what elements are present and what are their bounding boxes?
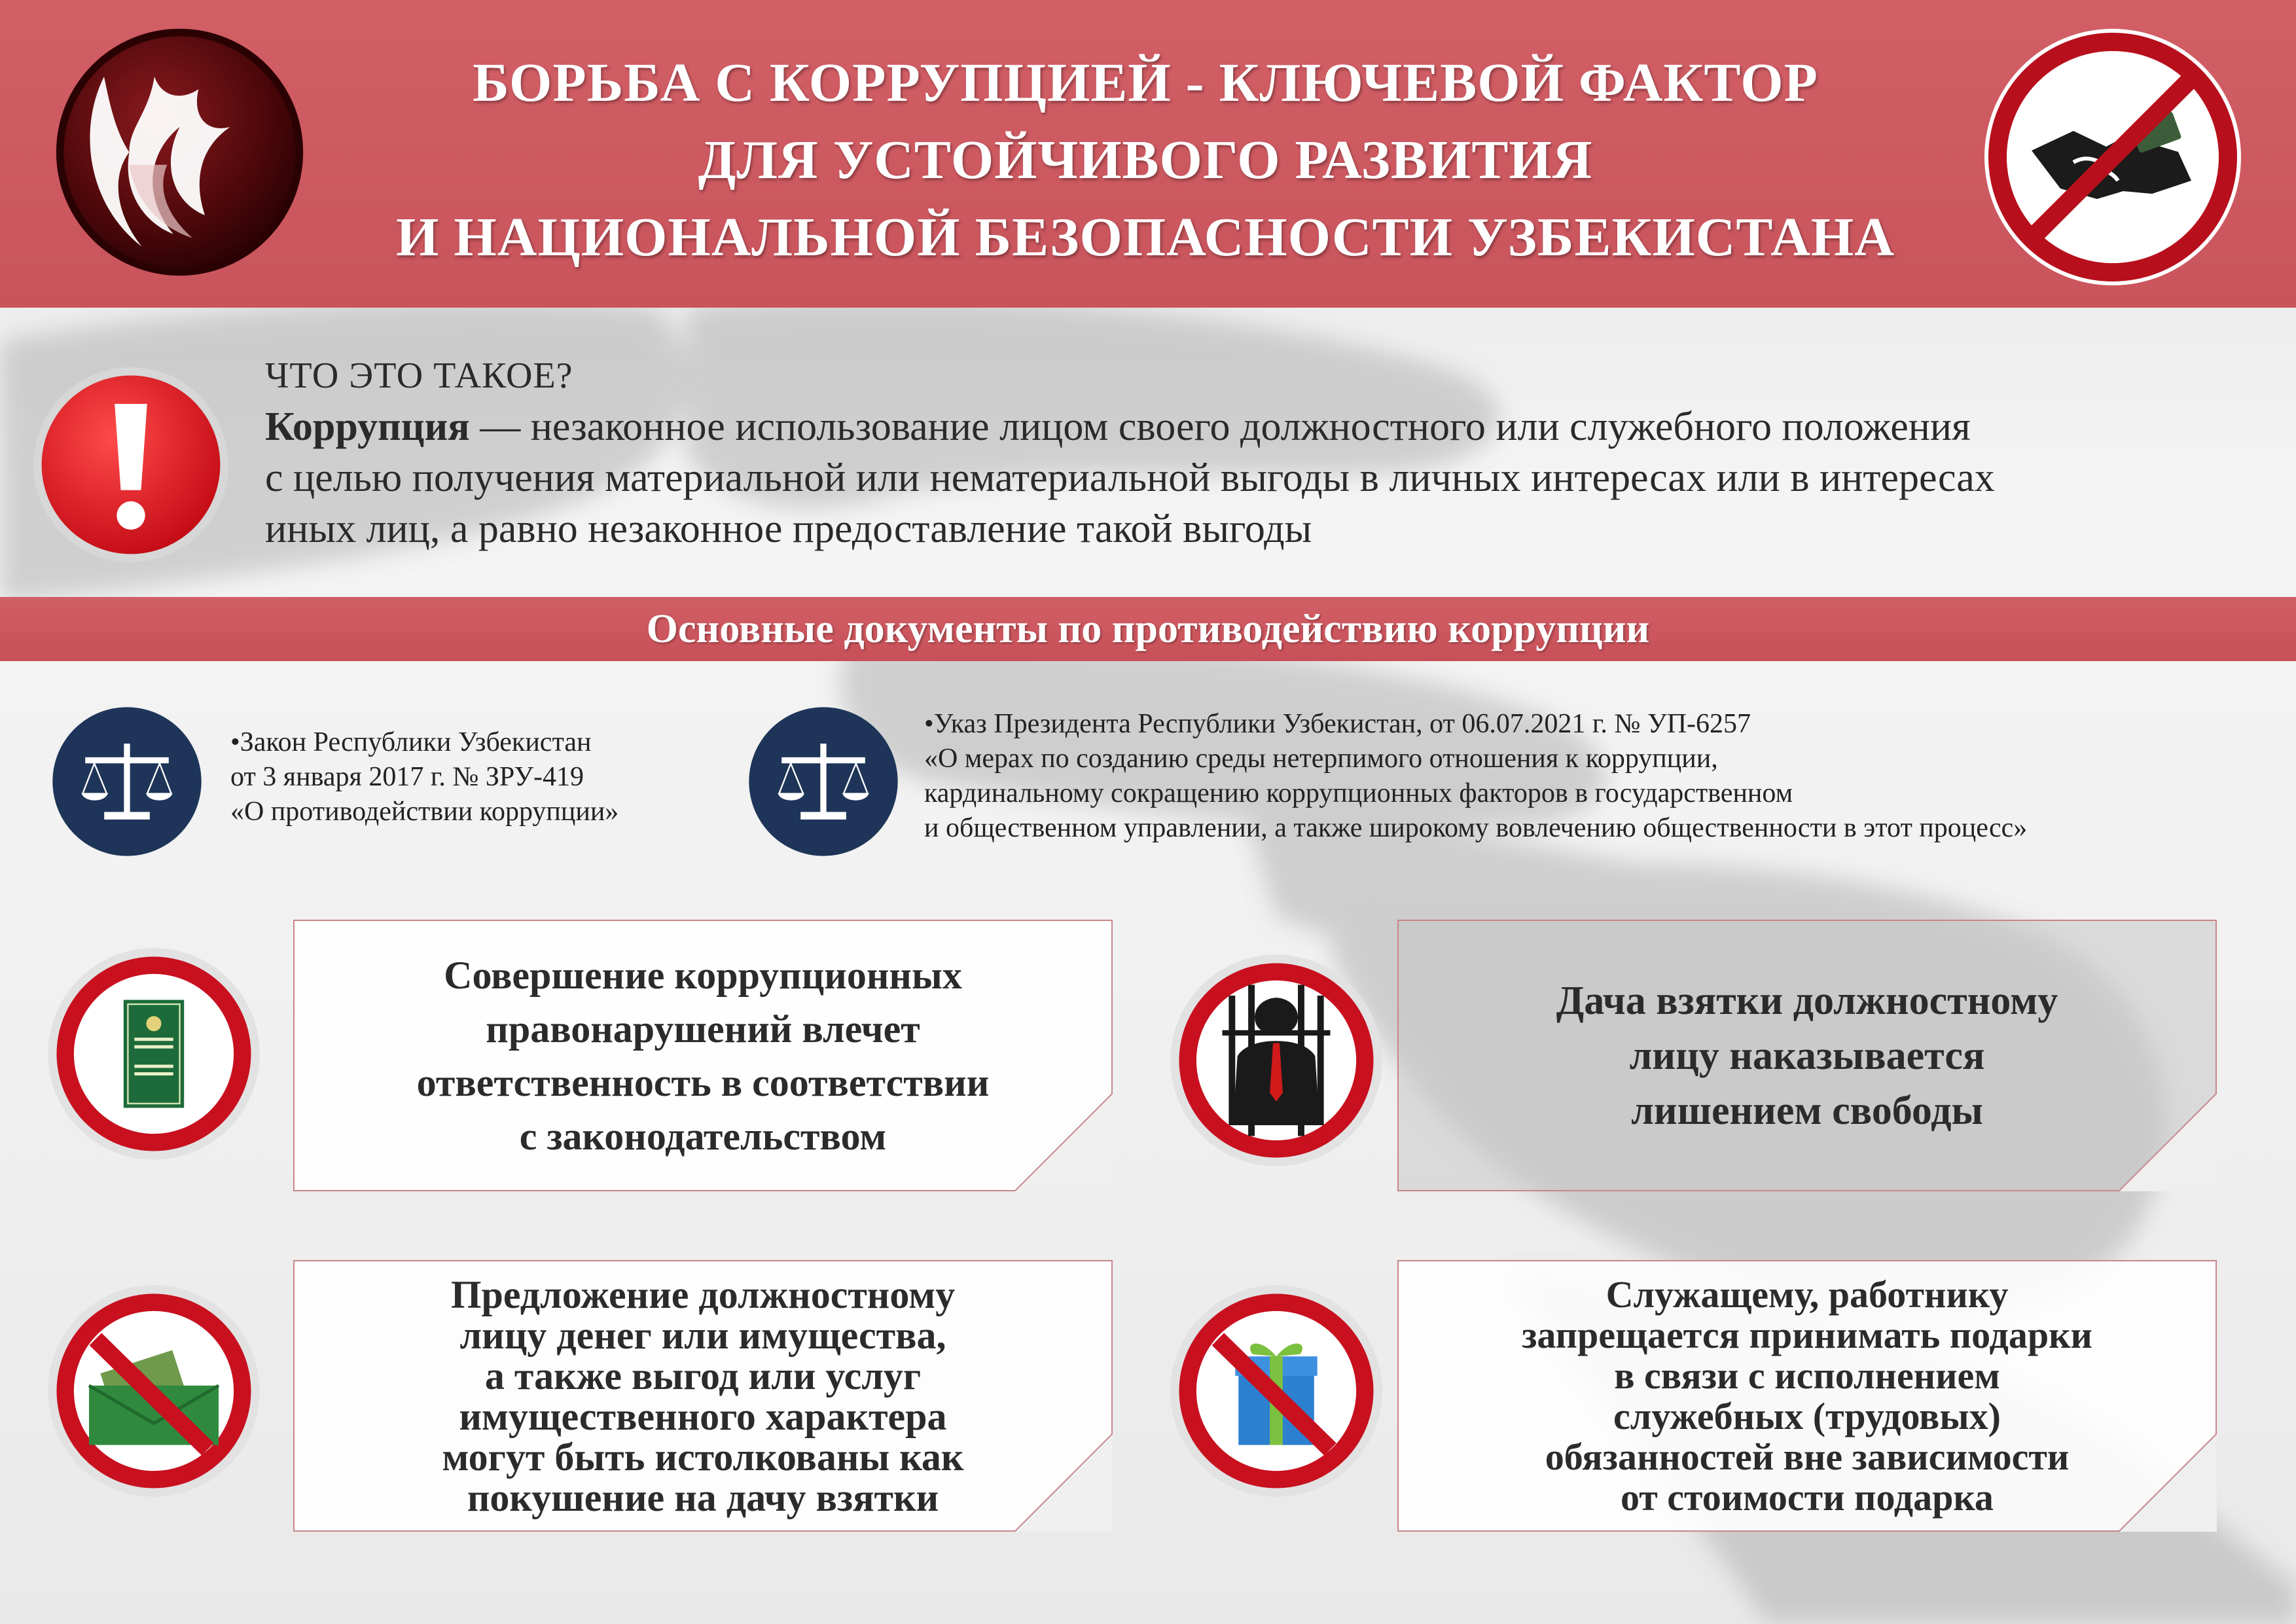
documents-band <box>0 597 2296 661</box>
card-line: лицу денег или имущества, <box>459 1313 946 1357</box>
card-line: имущественного характера <box>459 1394 947 1438</box>
card-line: в связи с исполнением <box>1614 1354 2000 1397</box>
card-line: лицу наказывается <box>1629 1033 1985 1078</box>
card-line: Предложение должностному <box>450 1272 956 1316</box>
card-line: от стоимости подарка <box>1621 1475 1994 1519</box>
definition-line: иных лиц, а равно незаконное предоставление такой выгоды <box>265 507 1312 551</box>
title-line: БОРЬБА С КОРРУПЦИЕЙ - КЛЮЧЕВОЙ ФАКТОР <box>473 52 1818 113</box>
document-line: •Указ Президента Республики Узбекистан, от 06.07.2021 г. № УП-6257 <box>924 709 1751 739</box>
card-line: а также выгод или услуг <box>484 1354 922 1398</box>
document-line: •Закон Республики Узбекистан <box>230 727 592 757</box>
document-line: «О противодействии коррупции» <box>230 797 619 827</box>
card-line: с законодательством <box>519 1114 887 1158</box>
card-line: правонарушений влечет <box>486 1007 920 1051</box>
card-line: ответственность в соответствии <box>416 1060 990 1104</box>
document-item-law <box>230 725 619 829</box>
folded-corner <box>1014 1093 1113 1191</box>
card-line: могут быть истолкованы как <box>442 1435 964 1479</box>
exclamation-icon <box>29 363 232 566</box>
no-money-envelope-icon <box>46 1283 262 1499</box>
card-line: Совершение коррупционных <box>444 953 962 997</box>
scales-icon <box>747 706 899 857</box>
folded-corner <box>1014 1434 1113 1532</box>
prison-bars-icon <box>1168 952 1384 1168</box>
title-line: И НАЦИОНАЛЬНОЙ БЕЗОПАСНОСТИ УЗБЕКИСТАНА <box>396 207 1895 268</box>
law-book-icon <box>46 946 262 1162</box>
info-card-bribe-attempt <box>293 1260 1113 1532</box>
flame-logo-icon <box>54 26 306 278</box>
definition-heading: ЧТО ЭТО ТАКОЕ? <box>265 355 573 396</box>
document-line: и общественном управлении, а также широкому вовлечению общественности в этот процесс» <box>924 813 2028 843</box>
info-card-liability <box>293 920 1113 1191</box>
document-line: «О мерах по созданию среды нетерпимого отношения к коррупции, <box>924 744 1718 774</box>
document-item-decree <box>924 707 2027 846</box>
card-line: лишением свободы <box>1631 1088 1983 1133</box>
title-line: ДЛЯ УСТОЙЧИВОГО РАЗВИТИЯ <box>698 130 1593 190</box>
definition-text <box>265 401 2215 554</box>
scales-icon <box>51 706 203 857</box>
page-title <box>275 36 2016 285</box>
info-card-gifts-prohibited <box>1397 1260 2217 1532</box>
card-line: Служащему, работнику <box>1605 1272 2009 1316</box>
card-line: служебных (трудовых) <box>1613 1394 2001 1437</box>
document-line: кардинальному сокращению коррупционных факторов в государственном <box>924 778 1793 808</box>
folded-corner <box>2119 1434 2217 1532</box>
definition-line: с целью получения материальной или нематериальной выгоды в личных интересах или в интересах <box>265 456 1995 500</box>
card-line: покушение на дачу взятки <box>467 1475 939 1519</box>
definition-term: Коррупция <box>265 405 470 449</box>
info-card-bribe-penalty <box>1397 920 2217 1191</box>
no-gift-icon <box>1168 1283 1384 1499</box>
header-banner <box>0 0 2296 308</box>
card-line: Дача взятки должностному <box>1556 978 2058 1023</box>
folded-corner <box>2119 1093 2217 1191</box>
card-line: запрещается принимать подарки <box>1522 1313 2092 1356</box>
card-line: обязанностей вне зависимости <box>1545 1435 2070 1478</box>
documents-heading: Основные документы по противодействию коррупции <box>646 606 1650 651</box>
document-line: от 3 января 2017 г. № ЗРУ-419 <box>230 762 584 792</box>
definition-line: — незаконное использование лицом своего должностного или служебного положения <box>469 405 1971 449</box>
corruption-definition <box>265 350 2215 554</box>
no-bribe-handshake-icon <box>1982 26 2244 288</box>
